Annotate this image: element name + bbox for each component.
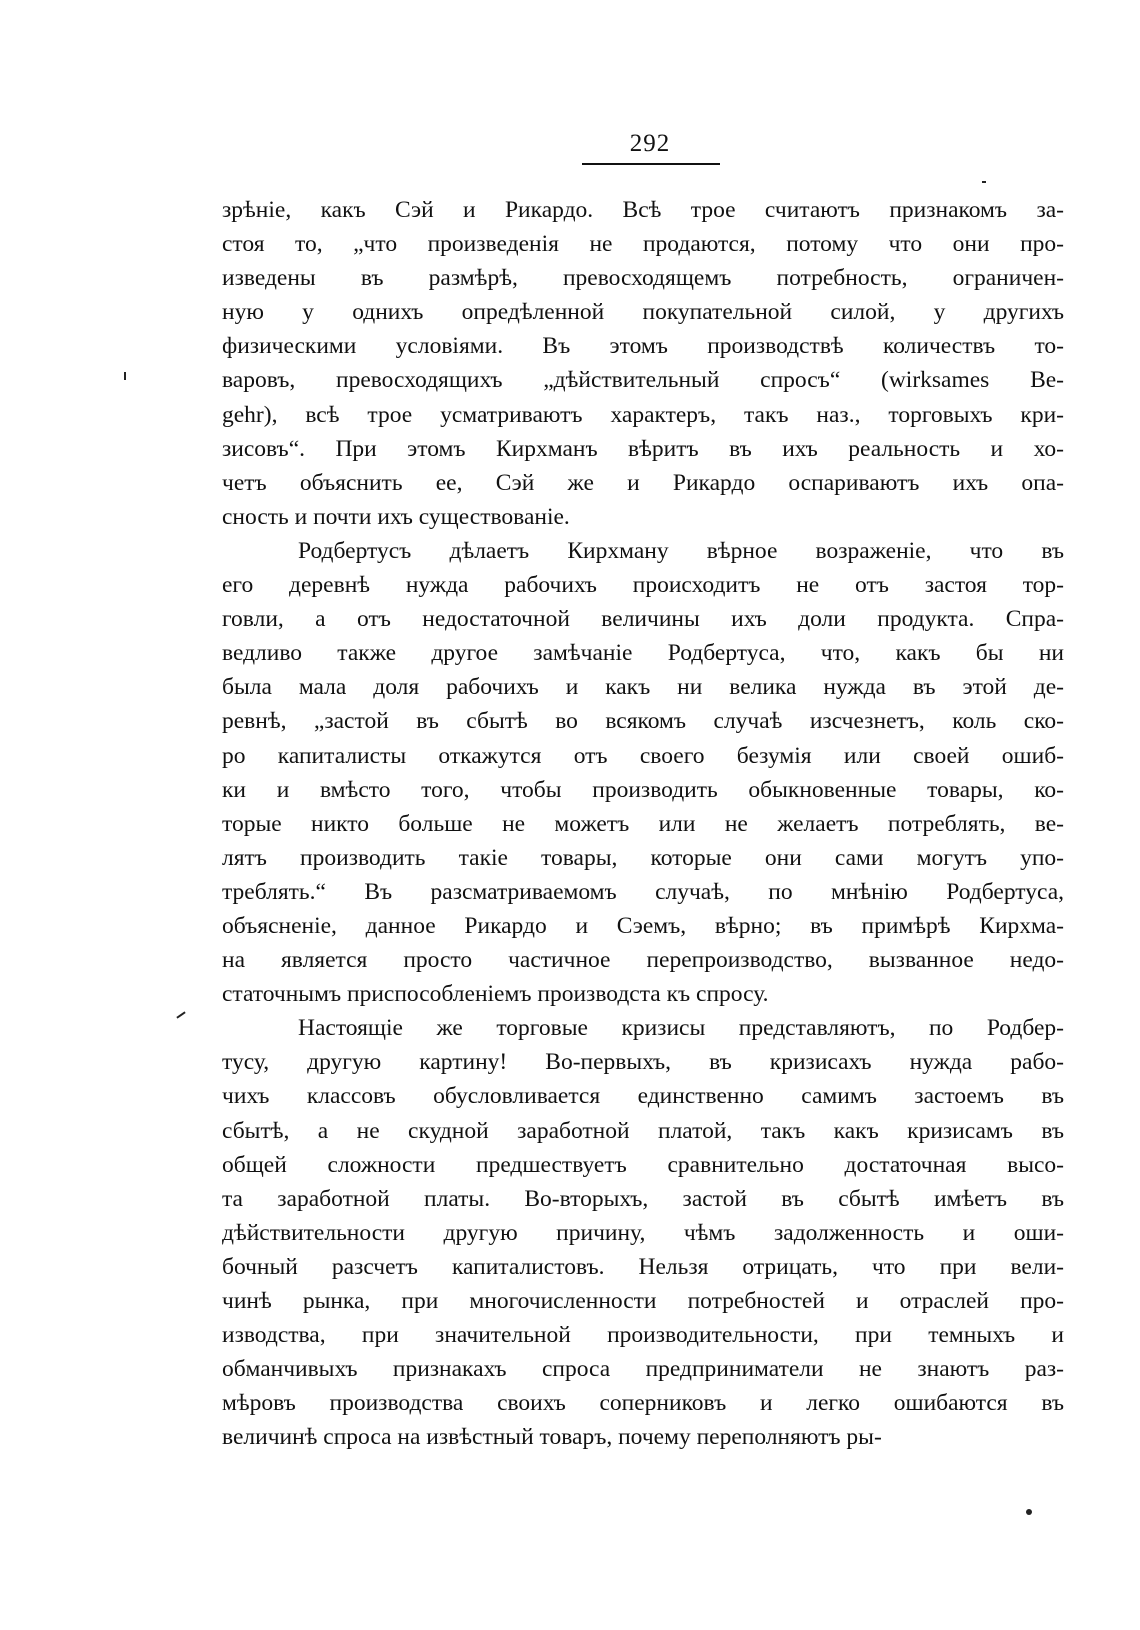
paragraph	[222, 534, 1064, 1011]
text-line: gehr), всѣ трое усматриваютъ характеръ, такъ наз., торговыхъ кри-	[222, 401, 1064, 428]
text-line: ную у однихъ опредѣленной покупательной силой, у другихъ	[222, 299, 1064, 326]
text-line: ки и вмѣсто того, чтобы производить обыкновенные товары, ко-	[222, 776, 1064, 803]
text-line: треблять.“ Въ разсматриваемомъ случаѣ, по мнѣнію Родбертуса,	[222, 878, 1064, 905]
text-line: объясненіе, данное Рикардо и Сэемъ, вѣрно; въ примѣрѣ Кирхма-	[222, 912, 1064, 939]
text-line: ревнѣ, „застой въ сбытѣ во всякомъ случаѣ изсчезнетъ, коль ско-	[222, 708, 1064, 735]
text-line: говли, а отъ недостаточной величины ихъ доли продукта. Спра-	[222, 606, 1064, 633]
paragraph	[222, 1011, 1064, 1454]
text-line: дѣйствительности другую причину, чѣмъ задолженность и оши-	[222, 1219, 1064, 1246]
text-line: Родбертусъ дѣлаетъ Кирхману вѣрное возраженіе, что въ	[298, 537, 1064, 564]
text-line: четъ объяснить ее, Сэй же и Рикардо оспариваютъ ихъ опа-	[222, 469, 1064, 496]
page-number: 292	[629, 130, 671, 157]
text-line: статочнымъ приспособленіемъ производста къ спросу.	[222, 981, 769, 1008]
text-line: мѣровъ производства своихъ соперниковъ и легко ошибаются въ	[222, 1390, 1064, 1417]
text-line: была мала доля рабочихъ и какъ ни велика нужда въ этой де-	[222, 674, 1064, 701]
text-line: варовъ, превосходящихъ „дѣйствительный спросъ“ (wirksames Be-	[222, 367, 1064, 394]
text-line: величинѣ спроса на извѣстный товаръ, почему переполняютъ ры-	[222, 1424, 882, 1451]
text-line: сбытѣ, а не скудной заработной платой, такъ какъ кризисамъ въ	[222, 1117, 1064, 1144]
text-line: лятъ производить такіе товары, которые они сами могутъ упо-	[222, 844, 1064, 871]
text-line: стоя то, „что произведенія не продаются, потому что они про-	[222, 231, 1064, 258]
text-line: Настоящіе же торговые кризисы представляютъ, по Родбер-	[298, 1015, 1064, 1042]
ink-dot	[1026, 1509, 1032, 1515]
text-line: зисовъ“. При этомъ Кирхманъ вѣритъ въ ихъ реальность и хо-	[222, 435, 1064, 462]
page-number-rule	[582, 163, 720, 165]
text-line: чинѣ рынка, при многочисленности потребностей и отраслей про-	[222, 1288, 1064, 1314]
paragraph	[222, 193, 1064, 534]
text-line: чихъ классовъ обусловливается единственно самимъ застоемъ въ	[222, 1083, 1064, 1110]
text-line: ро капиталисты откажутся отъ своего безумія или своей ошиб-	[222, 742, 1064, 769]
text-line: ведливо также другое замѣчаніе Родбертуса, что, какъ бы ни	[222, 640, 1064, 667]
text-line: бочный разсчетъ капиталистовъ. Нельзя отрицать, что при вели-	[222, 1253, 1064, 1280]
text-line: изводства, при значительной производительности, при темныхъ и	[222, 1322, 1064, 1349]
text-line: изведены въ размѣрѣ, превосходящемъ потребность, ограничен-	[222, 265, 1064, 292]
ink-speck	[982, 181, 986, 183]
margin-mark	[176, 1011, 185, 1018]
ink-speck	[124, 372, 126, 380]
text-line: обманчивыхъ признакахъ спроса предприниматели не знаютъ раз-	[222, 1356, 1064, 1383]
text-line: на является просто частичное перепроизводство, вызванное недо-	[222, 947, 1064, 974]
text-line: сность и почти ихъ существованіе.	[222, 503, 570, 530]
text-line: общей сложности предшествуетъ сравнительно достаточная высо-	[222, 1151, 1064, 1178]
text-line: его деревнѣ нужда рабочихъ происходитъ не отъ застоя тор-	[222, 572, 1064, 599]
text-line: физическими условіями. Въ этомъ производствѣ количествъ то-	[222, 333, 1064, 360]
text-line: та заработной платы. Во-вторыхъ, застой въ сбытѣ имѣетъ въ	[222, 1185, 1064, 1212]
body-text	[222, 193, 1064, 1454]
text-line: тусу, другую картину! Во-первыхъ, въ кризисахъ нужда рабо-	[222, 1049, 1064, 1076]
text-line: зрѣніе, какъ Сэй и Рикардо. Всѣ трое считаютъ признакомъ за-	[222, 197, 1064, 223]
text-line: торые никто больше не можетъ или не желаетъ потреблять, ве-	[222, 810, 1064, 837]
